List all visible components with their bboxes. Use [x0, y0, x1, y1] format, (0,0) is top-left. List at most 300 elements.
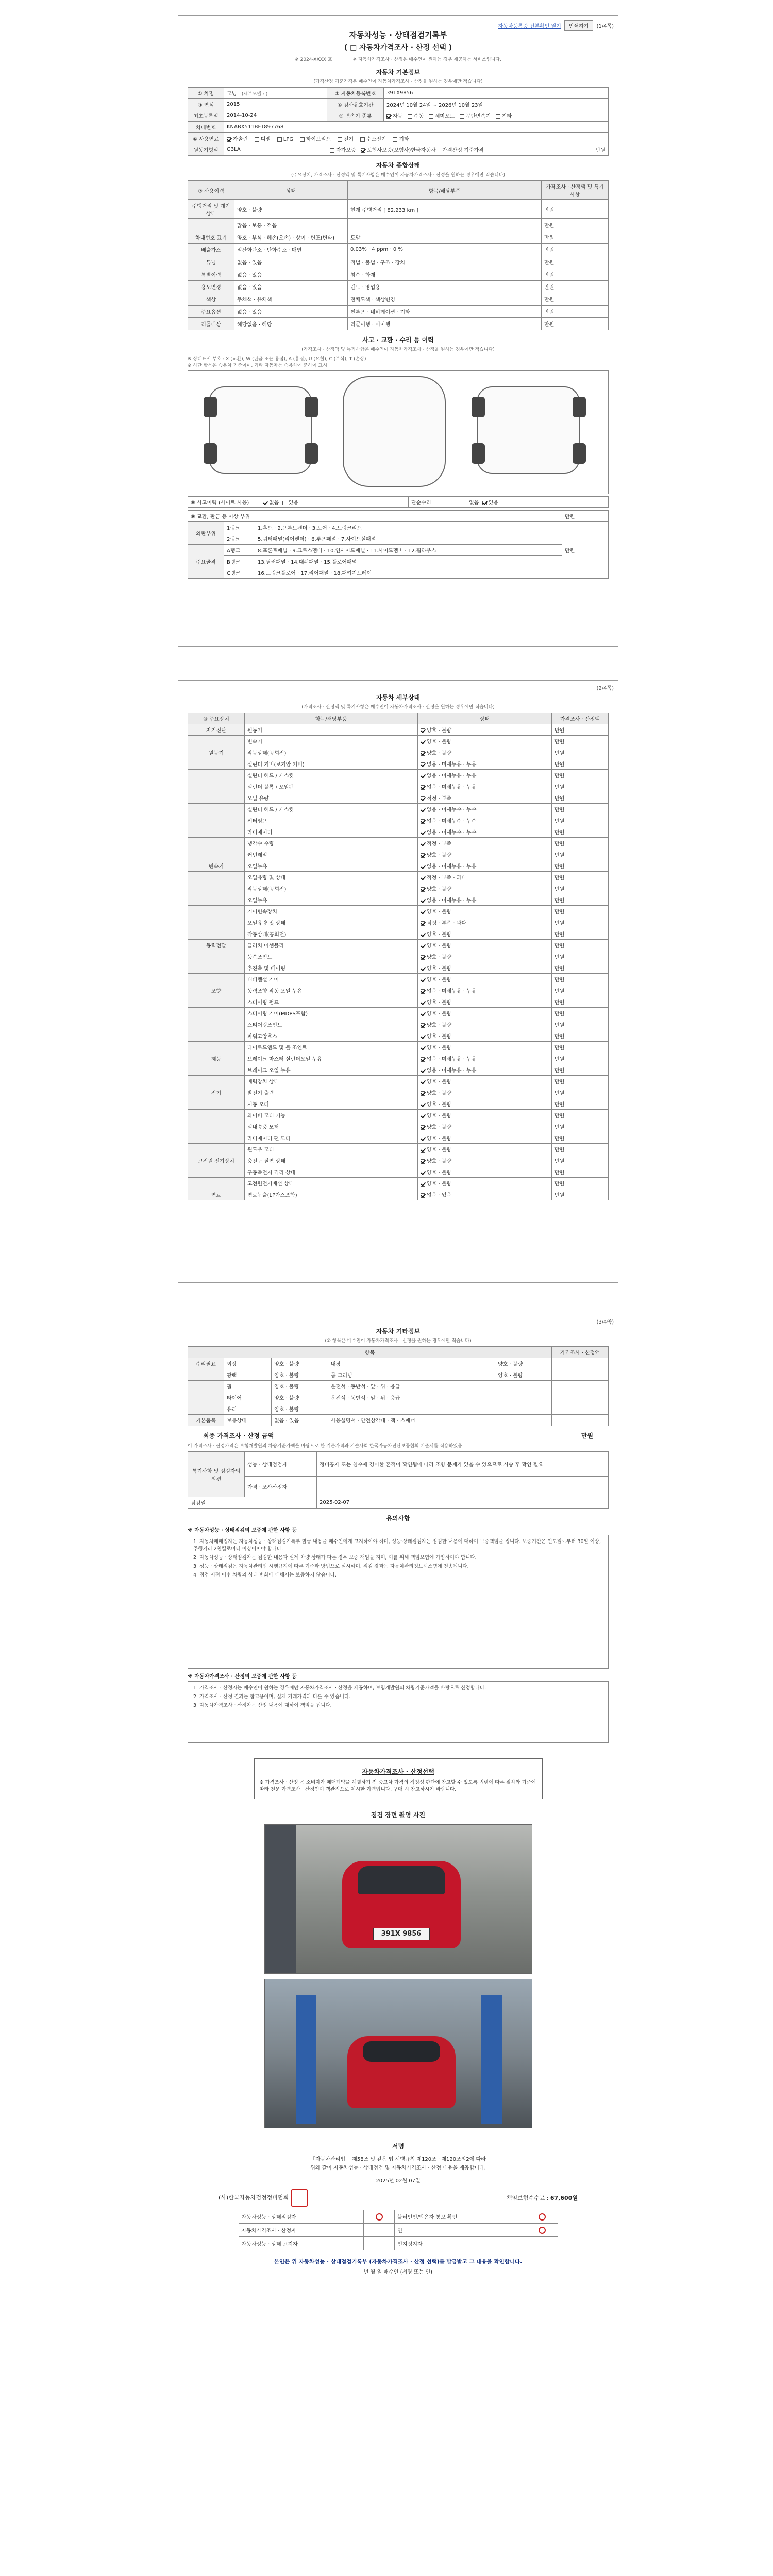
detail-state-text: 양호 · 불량: [427, 739, 452, 745]
other-cell: 운전석 · 동반석 · 앞 · 뒤 · 응급: [328, 1381, 495, 1392]
footer-confirm: 본인은 위 자동차성능 · 상태점검기록부 (자동차가격조사 · 산정 선택)를 발급받고 그 내용을 확인합니다.: [274, 2259, 523, 2265]
note-q3: 3. 자동차가격조사 · 산정자는 산정 내용에 대하여 책임을 집니다.: [193, 1703, 332, 1708]
other-cell: 양호 · 불량: [272, 1381, 328, 1392]
rank2-label: 2랭크: [224, 533, 255, 545]
detail-item: 스티어링조인트: [245, 1019, 418, 1030]
wheel-icon: [204, 397, 217, 417]
detail-state: [418, 1178, 552, 1189]
checkbox-icon: [421, 910, 425, 914]
detail-device: 제동: [188, 1053, 245, 1064]
checkbox-icon: [421, 728, 425, 733]
detail-price: 만원: [552, 1155, 609, 1166]
detail-row: [188, 1132, 609, 1144]
detail-row: [188, 906, 609, 917]
inspection-date: 2025-02-07: [317, 1497, 609, 1509]
detail-device: [188, 1008, 245, 1019]
other-cell: [495, 1403, 552, 1415]
detail-device: 조향: [188, 985, 245, 996]
accident-heading: 사고 · 교환 · 수리 등 이력: [362, 336, 434, 344]
checkbox-icon: [263, 501, 267, 505]
accident-sub: (가격조사 · 산정액 및 특기사항은 매수인이 자동차가격조사 · 산정을 원하는 경우에만 적습니다): [301, 347, 495, 352]
checkbox-icon: [429, 114, 433, 119]
checkbox-icon: [421, 751, 425, 756]
license-plate: 391X 9856: [373, 1928, 430, 1940]
rankA-items: 8.프론트패널 · 9.크로스멤버 · 10.인사이드패널 · 11.사이드멤버 · 12.휠하우스: [255, 545, 562, 556]
status-price: 만원: [542, 219, 609, 231]
detail-row: [188, 1008, 609, 1019]
checkbox-icon: [360, 137, 365, 142]
fee-value: 67,600원: [550, 2195, 578, 2201]
page-2: [178, 680, 618, 1283]
other-row: [188, 1415, 609, 1426]
wheel-icon: [305, 443, 318, 464]
detail-row: [188, 1030, 609, 1042]
lift-post: [296, 1995, 316, 2124]
detail-row: [188, 804, 609, 815]
detail-state: [418, 872, 552, 883]
status-detail: 썬루프 · 네비게이션 · 기타: [348, 306, 542, 318]
detail-device: 자기진단: [188, 724, 245, 736]
status-price: 만원: [542, 244, 609, 256]
detail-state-text: 적정 · 부족: [427, 796, 452, 802]
print-button[interactable]: 인쇄하기: [564, 20, 594, 31]
inspection-photo-rear: [264, 1979, 532, 2128]
page-number: (1/4쪽): [596, 24, 614, 29]
checkbox-icon: [421, 842, 425, 846]
detail-state-text: 없음 · 미세누유 · 누유: [427, 785, 477, 790]
detail-price: 만원: [552, 951, 609, 962]
checkbox-icon: [421, 1069, 425, 1073]
wheel-icon: [472, 397, 485, 417]
status-row: [188, 293, 609, 306]
inspector-label: 성능 · 상태점검자: [245, 1452, 317, 1477]
status-detail: 현재 주행거리 [ 82,233 km ]: [348, 200, 542, 219]
other-cell: 보유상태: [224, 1415, 272, 1426]
detail-row: [188, 883, 609, 894]
detail-device: [188, 974, 245, 985]
trans-options: 자동 수동 세미오토 무단변속기 기타: [384, 110, 609, 122]
wheel-icon: [472, 443, 485, 464]
detail-state-text: 양호 · 불량: [427, 887, 452, 892]
checkbox-icon: [421, 1103, 425, 1107]
detail-state: [418, 1019, 552, 1030]
valid-label: ④ 검사유효기간: [327, 99, 384, 110]
detail-row: [188, 1144, 609, 1155]
selection-section: [188, 1758, 609, 1799]
detail-state: [418, 940, 552, 951]
detail-state-text: 양호 · 불량: [427, 1045, 452, 1051]
detail-price: 만원: [552, 849, 609, 860]
detail-device: [188, 815, 245, 826]
detail-device: [188, 1019, 245, 1030]
other-row: [188, 1392, 609, 1403]
col-price: 가격조사 · 산정액: [552, 1347, 609, 1358]
year-label: ③ 연식: [188, 99, 224, 110]
detail-state-text: 없음 · 미세누수 · 누수: [427, 807, 477, 813]
checkbox-icon: [421, 1035, 425, 1039]
detail-device: [188, 1064, 245, 1076]
accident-table: [188, 496, 609, 508]
detail-item: 오일유량 및 상태: [245, 872, 418, 883]
detail-state-text: 양호 · 불량: [427, 1159, 452, 1164]
rankA-label: A랭크: [224, 545, 255, 556]
detail-row: [188, 1166, 609, 1178]
receipt-2: 인: [395, 2224, 527, 2237]
checkbox-icon: [421, 944, 425, 948]
detail-state: [418, 770, 552, 781]
detail-item: 연료누출(LP가스포함): [245, 1189, 418, 1200]
detail-item: 구동축전지 격리 상태: [245, 1166, 418, 1178]
detail-row: [188, 770, 609, 781]
detail-state: [418, 1098, 552, 1110]
detail-item: 스티어링 펌프: [245, 996, 418, 1008]
detail-row: [188, 962, 609, 974]
detail-row: [188, 1053, 609, 1064]
checkbox-icon: [421, 1159, 425, 1164]
detail-item: 파워고압호스: [245, 1030, 418, 1042]
detail-price: 만원: [552, 1144, 609, 1155]
detail-device: [188, 736, 245, 747]
detail-state-text: 양호 · 불량: [427, 1034, 452, 1040]
checkbox-icon: [393, 137, 397, 142]
detail-section: [188, 693, 609, 1200]
col-device: ⑩ 주요장치: [188, 713, 245, 724]
valid-period: 2024년 10월 24일 ~ 2026년 10월 23일: [384, 99, 609, 110]
detail-price: 만원: [552, 724, 609, 736]
detail-row: [188, 724, 609, 736]
detail-state: [418, 1144, 552, 1155]
detail-state: [418, 781, 552, 792]
price-assessor-label: 가격 · 조사산정자: [245, 1477, 317, 1497]
other-cell: 사용설명서 · 안전삼각대 · 잭 · 스패너: [328, 1415, 495, 1426]
status-item: 주행거리 및 계기상태: [188, 200, 234, 219]
price-unit: 만원: [595, 148, 606, 154]
checkbox-icon: [421, 1080, 425, 1084]
checkbox-icon: [255, 137, 259, 142]
detail-row: [188, 1076, 609, 1087]
detail-state: [418, 883, 552, 894]
detail-item: 브레이크 오일 누유: [245, 1064, 418, 1076]
detail-state: [418, 985, 552, 996]
rear-window: [363, 2041, 440, 2062]
rankC-label: C랭크: [224, 567, 255, 579]
wheel-icon: [573, 443, 586, 464]
checkbox-icon: [421, 887, 425, 892]
checkbox-icon: [421, 831, 425, 835]
detail-item: 충전구 절연 상태: [245, 1155, 418, 1166]
detail-price: 만원: [552, 894, 609, 906]
detail-device: [188, 1121, 245, 1132]
detail-row: [188, 826, 609, 838]
detail-item: 오일누유: [245, 894, 418, 906]
other-row: [188, 1403, 609, 1415]
detail-state-text: 없음 · 미세누유 · 누유: [427, 864, 477, 870]
other-sub: (① 항목은 매수인이 자동차가격조사 · 산정을 원하는 경우에만 적습니다): [325, 1338, 472, 1344]
status-state: 일산화탄소 · 탄화수소 · 매연: [234, 244, 348, 256]
other-cell: 기본품목: [188, 1415, 224, 1426]
status-price: 만원: [542, 293, 609, 306]
detail-state: [418, 928, 552, 940]
checkbox-icon: [386, 114, 391, 119]
detail-state-text: 양호 · 불량: [427, 943, 452, 949]
detail-state-text: 양호 · 불량: [427, 1125, 452, 1130]
checkbox-icon: [282, 501, 287, 505]
detail-item: 오일 유량: [245, 792, 418, 804]
basic-info-table: [188, 87, 609, 156]
status-detail: 도말: [348, 231, 542, 244]
detail-price: 만원: [552, 736, 609, 747]
association-stamp: [291, 2189, 308, 2207]
detail-row: [188, 1042, 609, 1053]
notes-sub-2: ※ 자동차가격조사 · 산정의 보증에 관한 사항 등: [188, 1674, 297, 1680]
other-cell: 타이어: [224, 1392, 272, 1403]
detail-device: 변속기: [188, 860, 245, 872]
detail-price: 만원: [552, 1064, 609, 1076]
detail-price: 만원: [552, 1087, 609, 1098]
accident-legend-2: ※ 하단 항목은 승용차 기준이며, 기타 자동차는 승용차에 준하여 표시: [188, 363, 327, 368]
detail-row: [188, 1155, 609, 1166]
detail-state-text: 양호 · 불량: [427, 1136, 452, 1142]
status-price: 만원: [542, 231, 609, 244]
exchange-table: [188, 510, 609, 579]
detail-device: [188, 894, 245, 906]
receipt-1: 불러인인/받은자 통보 확인: [395, 2210, 527, 2224]
other-table: [188, 1346, 609, 1426]
detail-price: 만원: [552, 1166, 609, 1178]
other-cell: 양호 · 불량: [272, 1369, 328, 1381]
date-label: 점검일: [188, 1497, 317, 1509]
car-side-diagram: [209, 386, 312, 474]
detail-item: 고전원전기배선 상태: [245, 1178, 418, 1189]
detail-price: 만원: [552, 826, 609, 838]
outer-label: 외판부위: [188, 522, 224, 545]
detail-state: [418, 1110, 552, 1121]
association-name: (사)한국자동차검정정비협회: [219, 2189, 308, 2207]
detail-price: 만원: [552, 792, 609, 804]
detail-state-text: 양호 · 불량: [427, 1079, 452, 1085]
detail-item: 작동상태(공회전): [245, 883, 418, 894]
detail-state: [418, 804, 552, 815]
other-cell: 유리: [224, 1403, 272, 1415]
detail-state-text: 양호 · 불량: [427, 932, 452, 938]
detail-state-text: 양호 · 불량: [427, 966, 452, 972]
detail-item: 발전기 출력: [245, 1087, 418, 1098]
doc-meta-note: ※ 자동차가격조사 · 산정은 매수인이 원하는 경우 제공하는 서비스입니다.: [352, 57, 501, 62]
detail-device: [188, 917, 245, 928]
accident-section: [188, 335, 609, 579]
detail-state: [418, 996, 552, 1008]
status-row: [188, 318, 609, 330]
final-price-note: 이 가격조사 · 산정가격은 보험개발원의 차량기준가액을 바탕으로 한 기준가격과 기술사회 한국자동차진단보증협회 기준서를 적용하였음: [188, 1444, 462, 1449]
other-cell: 내장: [328, 1358, 495, 1369]
detail-item: 실린더 헤드 / 개스킷: [245, 770, 418, 781]
detail-price: 만원: [552, 838, 609, 849]
detail-device: [188, 1110, 245, 1121]
page-1: [178, 15, 618, 647]
detail-state-text: 없음 · 미세누수 · 누수: [427, 830, 477, 836]
detail-state: [418, 1155, 552, 1166]
detail-state: [418, 1042, 552, 1053]
car-name: 모닝: [227, 91, 237, 97]
detail-state-text: 양호 · 불량: [427, 1113, 452, 1119]
seal-icon: [539, 2213, 546, 2221]
checkbox-icon: [421, 762, 425, 767]
detail-device: [188, 1166, 245, 1178]
note-2: 2. 자동차성능 · 상태점검자는 점검한 내용과 실제 차량 상태가 다른 경우 보증 책임을 지며, 이를 위해 책임보험에 가입하여야 합니다.: [193, 1555, 477, 1561]
role-notifier: 자동차성능 · 상태 고지자: [239, 2237, 364, 2250]
detail-device: 전기: [188, 1087, 245, 1098]
detail-device: [188, 1030, 245, 1042]
detail-state: [418, 826, 552, 838]
top-actions: [498, 20, 614, 31]
registration-verify-link[interactable]: 자동차등록증 진본확인 열기: [498, 24, 561, 29]
status-row: [188, 244, 609, 256]
lift-post: [481, 1995, 502, 2124]
doc-subtitle: ( □ 자동차가격조사 · 산정 선택 ): [344, 44, 452, 52]
other-cell: [495, 1415, 552, 1426]
detail-row: [188, 996, 609, 1008]
detail-device: [188, 849, 245, 860]
detail-price: 만원: [552, 770, 609, 781]
other-cell: 양호 · 불량: [272, 1403, 328, 1415]
detail-device: [188, 1076, 245, 1087]
detail-item: 워터펌프: [245, 815, 418, 826]
checkbox-icon: [361, 148, 365, 153]
checkbox-icon: [421, 785, 425, 790]
detail-price: 만원: [552, 860, 609, 872]
simple-repair-label: 단순수리: [409, 497, 460, 508]
status-row: [188, 200, 609, 219]
detail-item: 추진축 및 베어링: [245, 962, 418, 974]
selection-box: [254, 1758, 543, 1799]
checkbox-icon: [421, 1023, 425, 1028]
detail-device: [188, 781, 245, 792]
detail-device: [188, 770, 245, 781]
status-price: 만원: [542, 268, 609, 281]
status-item: 주요옵션: [188, 306, 234, 318]
trans-label: ⑤ 변속기 종류: [327, 110, 384, 122]
detail-state: [418, 962, 552, 974]
detail-state-text: 없음 · 미세누유 · 누유: [427, 989, 477, 994]
vin: KNABX511BFT897768: [224, 122, 609, 133]
status-row: [188, 268, 609, 281]
detail-row: [188, 792, 609, 804]
detail-item: 와이퍼 모터 기능: [245, 1110, 418, 1121]
status-item: 배출가스: [188, 244, 234, 256]
detail-item: 실내송풍 모터: [245, 1121, 418, 1132]
detail-state-text: 양호 · 불량: [427, 751, 452, 756]
detail-state: [418, 1166, 552, 1178]
col-state: 상태: [418, 713, 552, 724]
note-q1: 1. 가격조사 · 산정자는 매수인이 원하는 경우에만 자동차가격조사 · 산정을 제공하며, 보험개발원의 차량기준가액을 바탕으로 산정합니다.: [193, 1685, 486, 1691]
detail-item: 오일유량 및 상태: [245, 917, 418, 928]
detail-device: [188, 1042, 245, 1053]
rank1-items: 1.후드 · 2.프론트펜더 · 3.도어 · 4.트렁크리드: [255, 522, 562, 533]
checkbox-icon: [421, 1114, 425, 1118]
checkbox-icon: [421, 1057, 425, 1062]
signature-text-2: 위와 같이 자동차성능 · 상태점검 및 자동차가격조사 · 산정 내용을 제공합니다.: [310, 2165, 486, 2171]
checkbox-icon: [421, 1091, 425, 1096]
detail-item: 작동상태(공회전): [245, 747, 418, 758]
detail-row: [188, 1098, 609, 1110]
detail-state-text: 양호 · 불량: [427, 728, 452, 734]
other-cell: 수리필요: [188, 1358, 224, 1369]
detail-item: 기어변속장치: [245, 906, 418, 917]
detail-device: [188, 792, 245, 804]
detail-item: 타이로드엔드 및 볼 조인트: [245, 1042, 418, 1053]
detail-device: [188, 838, 245, 849]
notes-box-2: [188, 1681, 609, 1743]
detail-price: 만원: [552, 804, 609, 815]
page-number: (2/4쪽): [596, 686, 614, 691]
detail-state: [418, 906, 552, 917]
status-state: 없음 · 있음: [234, 268, 348, 281]
detail-price: 만원: [552, 1008, 609, 1019]
detail-state: [418, 792, 552, 804]
detail-item: 변속기: [245, 736, 418, 747]
checkbox-icon: [421, 1137, 425, 1141]
detail-state-text: 없음 · 있음: [427, 1193, 452, 1198]
rank1-label: 1랭크: [224, 522, 255, 533]
detail-price: 만원: [552, 1042, 609, 1053]
status-detail: 침수 · 화재: [348, 268, 542, 281]
detail-row: [188, 1178, 609, 1189]
status-price: 만원: [542, 306, 609, 318]
detail-row: [188, 1110, 609, 1121]
wheel-icon: [305, 397, 318, 417]
detail-price: 만원: [552, 917, 609, 928]
checkbox-icon: [421, 796, 425, 801]
note-4: 4. 점검 시점 이후 차량의 상태 변화에 대해서는 보증하지 않습니다.: [193, 1572, 337, 1578]
detail-state: [418, 849, 552, 860]
status-detail: 0.03% · 4 ppm · 0 %: [348, 244, 542, 256]
detail-item: 작동상태(공회전): [245, 928, 418, 940]
detail-row: [188, 917, 609, 928]
other-row: [188, 1381, 609, 1392]
detail-price: 만원: [552, 996, 609, 1008]
detail-state: [418, 1121, 552, 1132]
photo-heading: 점검 장면 촬영 사진: [371, 1811, 426, 1819]
col-state: 상태: [234, 181, 348, 200]
status-price: 만원: [542, 256, 609, 268]
detail-row: [188, 1121, 609, 1132]
status-detail: 리콜이행 · 미이행: [348, 318, 542, 330]
detail-device: [188, 996, 245, 1008]
detail-state: [418, 747, 552, 758]
detail-item: 배력장치 상태: [245, 1076, 418, 1087]
detail-item: 원동기: [245, 724, 418, 736]
other-row: [188, 1358, 609, 1369]
detail-state: [418, 758, 552, 770]
detail-device: [188, 906, 245, 917]
other-cell: 양호 · 불량: [495, 1358, 552, 1369]
checkbox-icon: [421, 1193, 425, 1198]
accident-legend: ※ 상태표시 부호 : X (교환), W (판금 또는 용접), A (흠집), U (요철), C (부식), T (손상): [188, 357, 366, 362]
detail-row: [188, 1189, 609, 1200]
detail-row: [188, 849, 609, 860]
inspector-opinion: 정비공제 또는 침수에 경미한 흔적이 확인됨에 따라 조향 문제가 있을 수 있으므로 시승 후 확인 필요: [317, 1452, 609, 1477]
price-label: 가격산정 기준가격: [442, 148, 484, 154]
detail-state-text: 적정 · 부족: [427, 841, 452, 847]
rank2-items: 5.쿼터패널(리어펜더) · 6.루프패널 · 7.사이드실패널: [255, 533, 562, 545]
other-cell: [188, 1369, 224, 1381]
checkbox-icon: [421, 933, 425, 937]
checkbox-icon: [421, 978, 425, 982]
receipt-3: 인지정지자: [395, 2237, 527, 2250]
status-detail: 전체도색 · 색상변경: [348, 293, 542, 306]
status-row: [188, 306, 609, 318]
detail-state-text: 양호 · 불량: [427, 1181, 452, 1187]
